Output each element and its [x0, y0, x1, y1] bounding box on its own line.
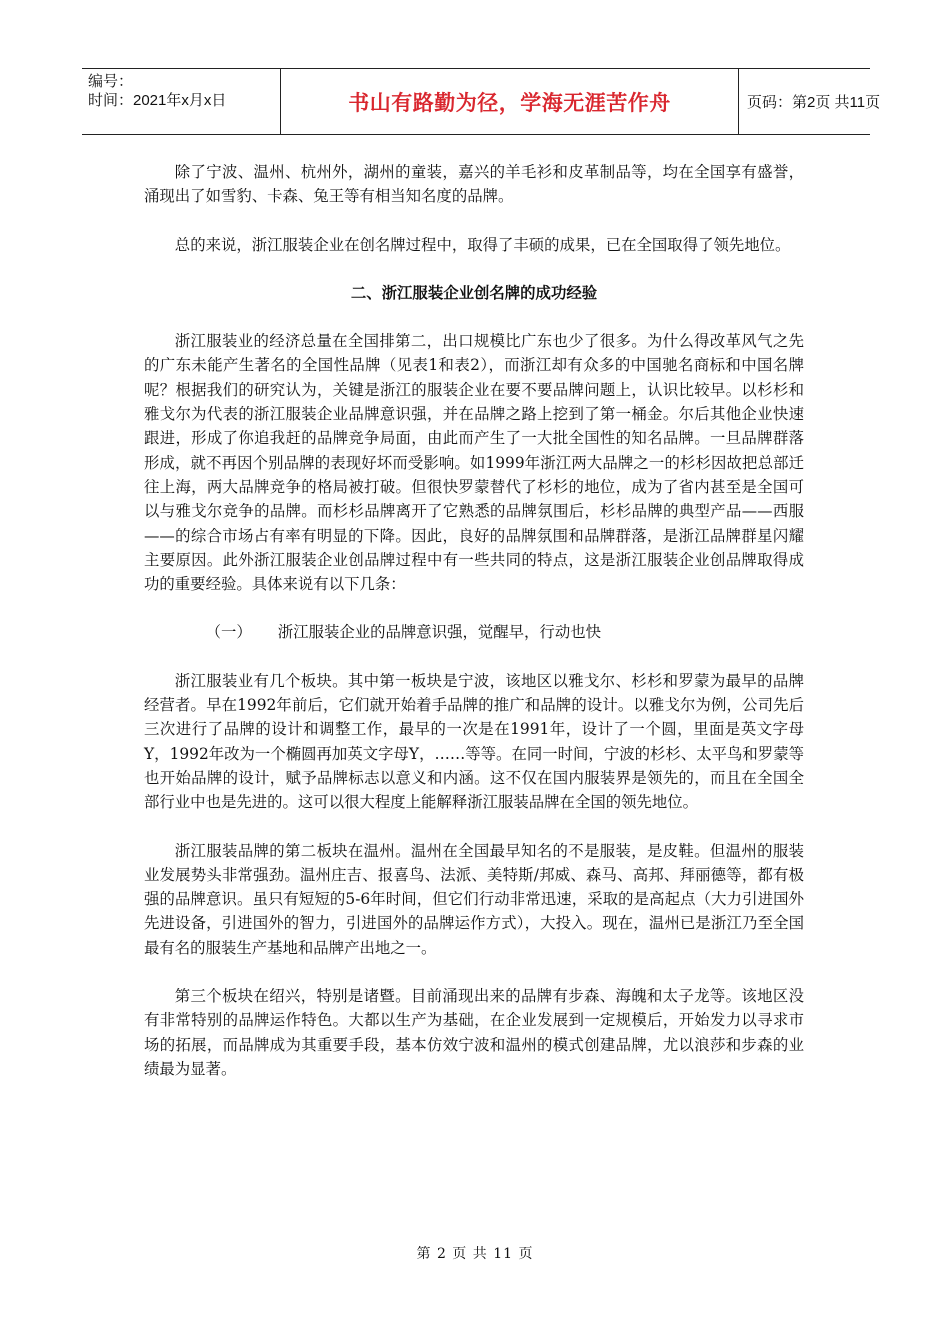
header-page-info: 页码：第2页 共11页 [747, 94, 881, 111]
page-header [82, 68, 881, 135]
subsection-heading [144, 620, 804, 644]
paragraph: 除了宁波、温州、杭州外，湖州的童装，嘉兴的羊毛衫和皮革制品等，均在全国享有盛誉，涌现出了如雪豹、卡森、兔王等有相当知名度的品牌。 [144, 163, 804, 206]
page-footer: 第 2 页 共 11 页 [416, 1246, 534, 1262]
paragraph: 浙江服装业有几个板块。其中第一板块是宁波，该地区以雅戈尔、杉杉和罗蒙为最早的品牌经营者。早在1992年前后，它们就开始着手品牌的推广和品牌的设计。以雅戈尔为例，公司先后三次进行了品牌的设计和调整工作，最早的一次是在1991年，设计了一个圆，里面是英文字母Y，1992年改为一个椭圆再加英文字母Y，……等等。在同一时间，宁波的杉杉、太平鸟和罗蒙等也开始品牌的设计，赋予品牌标志以意义和内涵。这不仅在国内服装界是领先的，而且在全国全部行业中也是先进的。这可以很大程度上能解释浙江服装品牌在全国的领先地位。 [144, 671, 804, 812]
subsection-number: （一） [205, 623, 252, 642]
paragraph: 浙江服装品牌的第二板块在温州。温州在全国最早知名的不是服装，是皮鞋。但温州的服装业发展势头非常强劲。温州庄吉、报喜鸟、法派、美特斯/邦威、森马、高邦、拜丽德等，都有极强的品牌意识。虽只有短短的5-6年时间，但它们行动非常迅速，采取的是高起点（大力引进国外先进设备，引进国外的智力，引进国外的品牌运作方式），大投入。现在，温州已是浙江乃至全国最有名的服装生产基地和品牌产出地之一。 [144, 841, 804, 957]
header-motto-cell [280, 69, 739, 134]
document-number-label: 编号： [88, 73, 134, 90]
paragraph: 总的来说，浙江服装企业在创名牌过程中，取得了丰硕的成果，已在全国取得了领先地位。 [174, 235, 791, 254]
header-meta [82, 69, 280, 134]
document-body [144, 160, 804, 1105]
paragraph: 浙江服装业的经济总量在全国排第二，出口规模比广东也少了很多。为什么得改革风气之先的广东未能产生著名的全国性品牌（见表1和表2），而浙江却有众多的中国驰名商标和中国名牌呢？根据我们的研究认为，关键是浙江的服装企业在要不要品牌问题上，认识比较早。以杉杉和雅戈尔为代表的浙江服装企业品牌意识强，并在品牌之路上挖到了第一桶金。尔后其他企业快速跟进，形成了你追我赶的品牌竞争局面，由此而产生了一大批全国性的知名品牌。一旦品牌群落形成，就不再因个别品牌的表现好坏而受影响。如1999年浙江两大品牌之一的杉杉因故把总部迁往上海，两大品牌竞争的格局被打破。但很快罗蒙替代了杉杉的地位，成为了省内甚至是全国可以与雅戈尔竞争的品牌。而杉杉品牌离开了它熟悉的品牌氛围后，杉杉品牌的典型产品——西服——的综合市场占有率有明显的下降。因此，良好的品牌氛围和品牌群落，是浙江品牌群星闪耀主要原因。此外浙江服装企业创品牌过程中有一些共同的特点，这是浙江服装企业创品牌取得成功的重要经验。具体来说有以下几条： [144, 332, 804, 594]
subsection-title: 浙江服装企业的品牌意识强，觉醒早，行动也快 [277, 623, 601, 642]
header-motto: 书山有路勤为径，学海无涯苦作舟 [348, 90, 671, 115]
document-date: 时间：2021年x月x日 [88, 92, 227, 109]
paragraph: 第三个板块在绍兴，特别是诸暨。目前涌现出来的品牌有步森、海魄和太子龙等。该地区没有非常特别的品牌运作特色。大都以生产为基础，在企业发展到一定规模后，开始发力以寻求市场的拓展，而品牌成为其重要手段，基本仿效宁波和温州的模式创建品牌，尤以浪莎和步森的业绩最为显著。 [144, 987, 804, 1078]
section-heading: 二、浙江服装企业创名牌的成功经验 [350, 283, 598, 302]
